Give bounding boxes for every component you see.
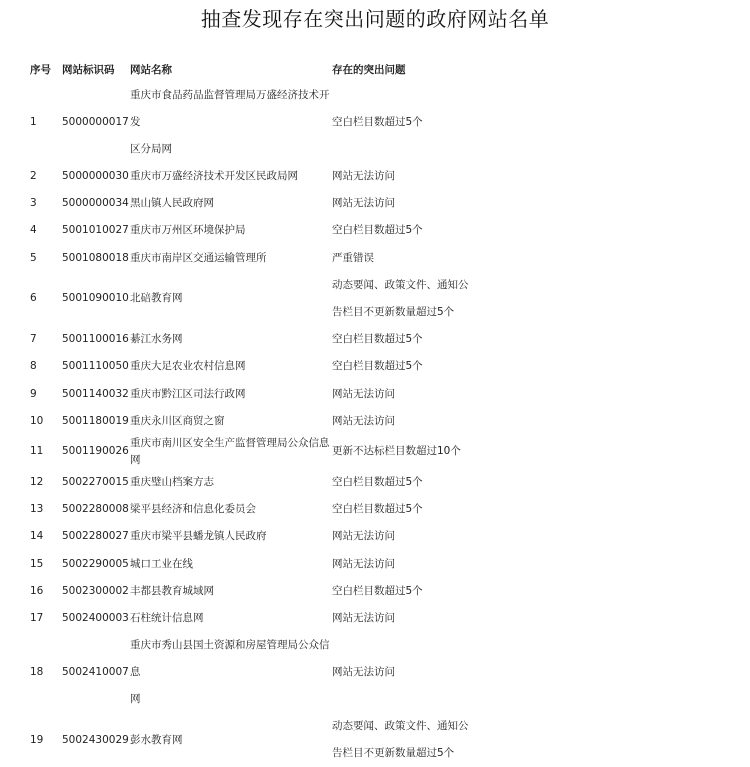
row-serial-number: 10	[30, 414, 44, 427]
header-site-name: 网站名称	[130, 63, 172, 76]
row-site-code: 5000000034	[62, 197, 129, 210]
site-name-line: 区分局网	[130, 143, 172, 155]
site-name-line: 石柱统计信息网	[130, 611, 204, 624]
table-row	[30, 82, 472, 163]
row-serial-number: 6	[30, 292, 37, 305]
site-name-line: 重庆市食品药品监督管理局万盛经济技术开发	[130, 89, 330, 128]
row-issue	[332, 353, 472, 380]
issue-line: 网站无法访问	[332, 387, 395, 400]
row-site-code: 5002430029	[62, 733, 129, 746]
row-serial-number: 8	[30, 360, 37, 373]
site-name-line: 黑山镇人民政府网	[130, 197, 214, 210]
site-name-line: 丰都县教育城域网	[130, 584, 214, 597]
table-row	[30, 578, 472, 605]
row-issue	[332, 435, 472, 469]
table-row	[30, 326, 472, 353]
table-row	[30, 435, 472, 469]
table-row	[30, 272, 472, 326]
issue-line: 空白栏目数超过5个	[332, 475, 423, 488]
row-issue	[332, 163, 472, 190]
issue-line: 空白栏目数超过5个	[332, 333, 423, 346]
row-issue	[332, 82, 472, 163]
row-site-name	[130, 605, 332, 632]
row-site-name	[130, 82, 332, 163]
row-site-code: 5001180019	[62, 414, 129, 427]
row-site-code: 5002280008	[62, 503, 129, 516]
site-name-line: 梁平县经济和信息化委员会	[130, 503, 256, 516]
table-row	[30, 523, 472, 550]
table-row	[30, 605, 472, 632]
issue-line: 网站无法访问	[332, 530, 395, 543]
row-serial-number: 7	[30, 333, 37, 346]
page-title: 抽查发现存在突出问题的政府网站名单	[200, 7, 550, 31]
row-serial-number: 16	[30, 584, 44, 597]
table-row	[30, 190, 472, 217]
table-row	[30, 496, 472, 523]
issue-line: 告栏目不更新数量超过5个	[332, 747, 455, 760]
row-site-name	[130, 469, 332, 496]
site-name-line: 重庆市黔江区司法行政网	[130, 387, 246, 400]
row-site-name	[130, 326, 332, 353]
row-site-code: 5002270015	[62, 475, 129, 488]
issue-line: 动态要闻、政策文件、通知公	[332, 720, 469, 733]
row-site-code: 5001110050	[62, 360, 129, 373]
row-serial-number: 5	[30, 251, 37, 264]
row-site-code: 5002290005	[62, 557, 129, 570]
row-site-name	[130, 435, 332, 469]
row-site-name	[130, 272, 332, 326]
site-name-line: 重庆市南岸区交通运输管理所	[130, 251, 267, 264]
table-row	[30, 469, 472, 496]
issue-line: 网站无法访问	[332, 557, 395, 570]
table-row	[30, 381, 472, 408]
row-serial-number: 1	[30, 116, 37, 128]
row-site-code: 5002410007	[62, 666, 129, 679]
row-issue	[332, 217, 472, 244]
header-site-code: 网站标识码	[62, 63, 115, 76]
issue-line: 网站无法访问	[332, 611, 395, 624]
issue-line: 告栏目不更新数量超过5个	[332, 305, 455, 318]
row-site-name	[130, 408, 332, 435]
row-site-code: 5001140032	[62, 387, 129, 400]
site-name-line: 重庆市秀山县国土资源和房屋管理局公众信息	[130, 639, 330, 679]
row-site-name	[130, 381, 332, 408]
site-name-line: 彭水教育网	[130, 733, 183, 746]
site-name-line: 重庆市南川区安全生产监督管理局公众信息网	[130, 436, 330, 466]
issue-line: 空白栏目数超过5个	[332, 224, 423, 237]
issue-line: 空白栏目数超过5个	[332, 584, 423, 597]
issue-line: 空白栏目数超过5个	[332, 503, 423, 516]
row-site-name	[130, 496, 332, 523]
website-list-table	[30, 56, 472, 767]
site-name-line: 重庆市万盛经济技术开发区民政局网	[130, 170, 298, 183]
row-site-name	[130, 217, 332, 244]
row-site-name	[130, 523, 332, 550]
row-site-name	[130, 713, 332, 767]
row-issue	[332, 381, 472, 408]
table-body	[30, 82, 472, 767]
row-serial-number: 3	[30, 197, 37, 210]
row-site-name	[130, 190, 332, 217]
row-issue	[332, 469, 472, 496]
table-row	[30, 163, 472, 190]
issue-line: 网站无法访问	[332, 666, 395, 679]
issue-line: 动态要闻、政策文件、通知公	[332, 278, 469, 291]
site-name-line: 綦江水务网	[130, 333, 183, 346]
row-issue	[332, 550, 472, 577]
site-name-line: 重庆市梁平县蟠龙镇人民政府	[130, 530, 267, 543]
row-issue	[332, 632, 472, 713]
row-issue	[332, 245, 472, 272]
row-site-code: 5001090010	[62, 292, 129, 305]
row-serial-number: 19	[30, 733, 44, 746]
row-site-name	[130, 353, 332, 380]
table-header-row	[30, 56, 472, 82]
table-row	[30, 353, 472, 380]
issue-line: 严重错误	[332, 251, 374, 264]
row-site-code: 5001190026	[62, 445, 129, 458]
row-serial-number: 4	[30, 224, 37, 237]
row-issue	[332, 523, 472, 550]
issue-line: 网站无法访问	[332, 414, 395, 427]
table-row	[30, 632, 472, 713]
table-row	[30, 245, 472, 272]
row-site-name	[130, 578, 332, 605]
site-name-line: 重庆市万州区环境保护局	[130, 224, 246, 237]
row-issue	[332, 326, 472, 353]
table-row	[30, 713, 472, 767]
row-issue	[332, 578, 472, 605]
row-site-name	[130, 632, 332, 713]
table-row	[30, 408, 472, 435]
row-serial-number: 15	[30, 557, 44, 570]
row-issue	[332, 190, 472, 217]
row-site-code: 5002280027	[62, 530, 129, 543]
row-serial-number: 9	[30, 387, 37, 400]
table-row	[30, 550, 472, 577]
row-issue	[332, 272, 472, 326]
row-site-name	[130, 245, 332, 272]
row-site-name	[130, 163, 332, 190]
row-site-code: 5002400003	[62, 611, 129, 624]
row-serial-number: 12	[30, 475, 44, 488]
site-name-line: 重庆大足农业农村信息网	[130, 360, 246, 373]
row-serial-number: 18	[30, 666, 44, 679]
issue-line: 网站无法访问	[332, 197, 395, 210]
issue-line: 网站无法访问	[332, 170, 395, 183]
row-site-code: 5000000030	[62, 170, 129, 183]
issue-line: 更新不达标栏目数超过10个	[332, 445, 461, 458]
row-issue	[332, 605, 472, 632]
site-name-line: 重庆永川区商贸之窗	[130, 414, 225, 427]
row-site-code: 5001010027	[62, 224, 129, 237]
site-name-line: 城口工业在线	[130, 557, 193, 570]
header-serial-number: 序号	[30, 63, 51, 76]
site-name-line: 北碚教育网	[130, 292, 183, 305]
issue-line: 空白栏目数超过5个	[332, 116, 423, 128]
row-site-code: 5001100016	[62, 333, 129, 346]
site-name-line: 重庆璧山档案方志	[130, 475, 214, 488]
row-issue	[332, 713, 472, 767]
table-row	[30, 217, 472, 244]
row-serial-number: 2	[30, 170, 37, 183]
row-serial-number: 11	[30, 445, 44, 458]
row-site-code: 5001080018	[62, 251, 129, 264]
row-serial-number: 14	[30, 530, 44, 543]
row-site-code: 5002300002	[62, 584, 129, 597]
row-site-name	[130, 550, 332, 577]
row-issue	[332, 496, 472, 523]
issue-line: 空白栏目数超过5个	[332, 360, 423, 373]
site-name-line: 网	[130, 693, 141, 706]
row-serial-number: 13	[30, 503, 44, 516]
row-site-code: 5000000017	[62, 116, 129, 128]
row-issue	[332, 408, 472, 435]
header-issue: 存在的突出问题	[332, 63, 406, 76]
row-serial-number: 17	[30, 611, 44, 624]
